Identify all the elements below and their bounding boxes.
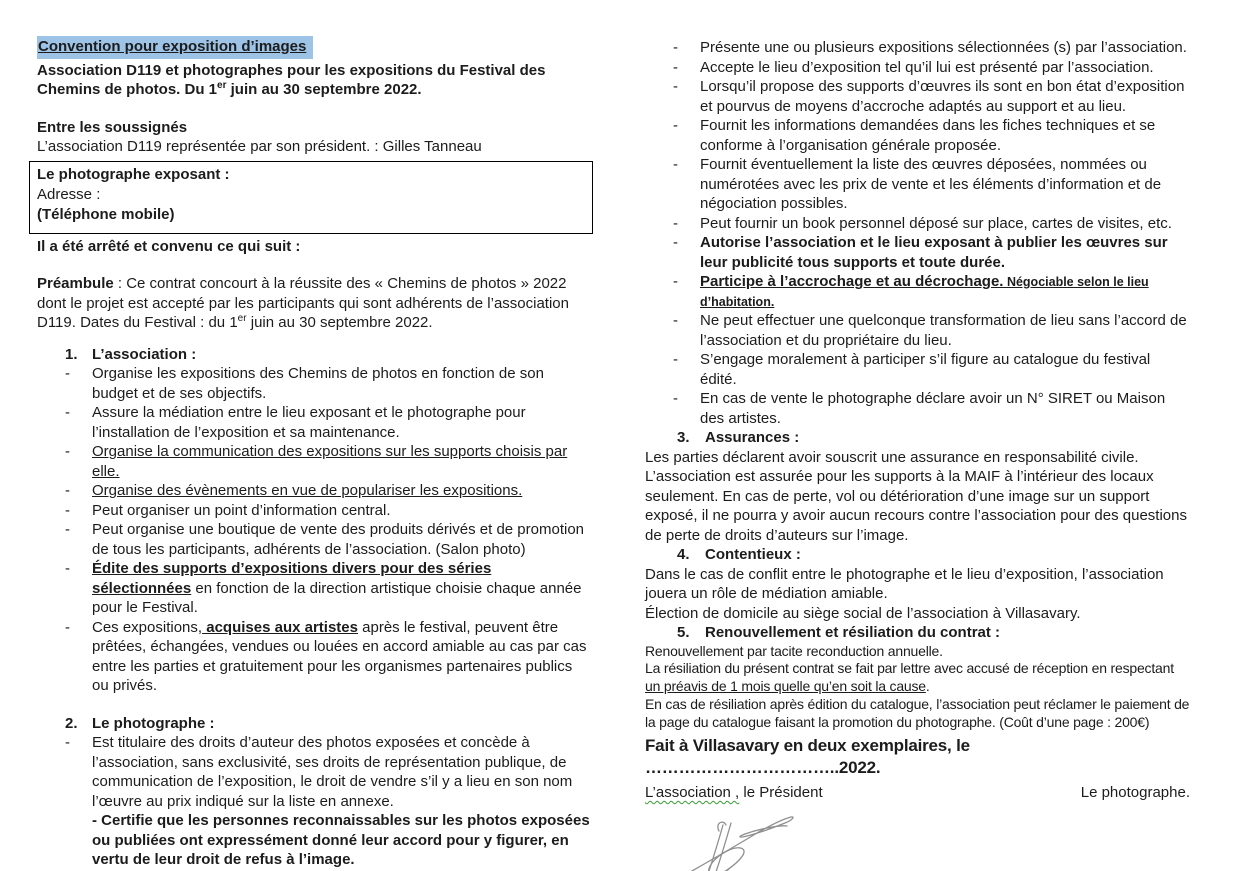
list-item [645,214,1190,234]
plain-text: après le festival, peuvent être prêtées, échangées, vendues ou louées en accord amiable au cas par cas entre les parties et gratuitement pour les organismes partenaires publics ou privés. [92,618,587,695]
photographer-items-continued [645,38,1190,428]
list-item [37,520,593,559]
certifie-bold-text: - Certifie que les personnes reconnaissables sur les photos exposées ou publiées ont expressément donné leur accord pour y figurer, en vertu de leur droit de refus à l’image. [92,812,590,869]
section-5-renouvellement [645,623,1190,732]
bullet-dash: - [65,618,70,636]
arrete-line: Il a été arrêté et convenu ce qui suit : [37,237,301,255]
subtitle-text-end: juin au 30 septembre 2022. [226,81,422,98]
bullet-dash: - [673,351,678,368]
bullet-dash: - [673,156,678,173]
plain-text: La résiliation du présent contrat se fait par lettre avec accusé de réception en respectant [645,660,1174,677]
bullet-dash: - [65,404,70,422]
section-1-association [37,345,593,696]
bullet-dash: - [673,390,678,407]
list-item [645,58,1190,78]
document-subtitle [37,61,593,100]
list-item [645,272,1190,311]
list-item [645,311,1190,350]
list-item-text: Ne peut effectuer une quelconque transformation de lieu sans l’accord de l’association et du propriétaire du lieu. [700,312,1187,349]
list-item [37,618,593,696]
emphasized-text: Participe à l’accrochage et au décrochage. [700,273,1004,290]
preambule-label: Préambule [37,275,114,293]
bullet-dash: - [673,312,678,329]
section-number: 3. [677,429,690,446]
photographer-box-exposant: Le photographe exposant : [37,165,230,183]
bullet-dash: - [673,117,678,134]
list-item [645,389,1190,428]
list-item [645,233,1190,272]
plain-text: . [925,678,930,695]
list-item-text: Peut organiser un point d’information central. [92,501,391,519]
list-item [37,481,593,501]
paragraph: Renouvellement par tacite reconduction annuelle. [645,642,943,659]
bullet-dash: - [673,78,678,95]
list-item [645,116,1190,155]
plain-text: Ces expositions, [92,618,203,636]
paragraph: L’association est assurée pour les supports à la MAIF à l’intérieur des locaux seulement. En cas de perte, vol ou détérioration d’une image sur un support exposé, il ne pourra y avoir aucun recours contre l’association pour des questions de perte de droits d’auteurs sur l’image. [645,468,1187,544]
list-item-text: Peut fournir un book personnel déposé sur place, cartes de visites, etc. [700,214,1172,232]
bullet-dash: - [65,734,70,752]
left-column [37,36,593,870]
fait-line: Fait à Villasavary en deux exemplaires, le ……………………………..2022. [645,736,970,778]
section-4-contentieux [645,545,1190,623]
section-title: Contentieux : [705,546,801,563]
section-3-heading [645,428,1190,448]
list-item-text: Fournit les informations demandées dans les fiches techniques et se conforme à l’organisation générale proposée. [700,117,1156,154]
list-item-text: En cas de vente le photographe déclare avoir un N° SIRET ou Maison des artistes. [700,390,1166,427]
section-title: L’association : [92,345,197,363]
note-text: Négociable selon le lieu d’habitation. [700,275,1149,309]
signature-left-label [645,783,823,803]
bullet-dash: - [673,58,678,76]
bullet-dash: - [65,365,70,383]
list-item [37,733,593,870]
paragraph: Les parties déclarent avoir souscrit une assurance en responsabilité civile. [645,448,1139,466]
list-item [37,501,593,521]
bullet-dash: - [673,214,678,232]
bullet-dash: - [65,501,70,519]
bullet-dash: - [65,521,70,539]
paragraph [645,660,1190,696]
document-title: Convention pour exposition d’images [37,36,313,59]
section-2-photographe [37,714,593,870]
photographer-box-telephone: (Téléphone mobile) [37,205,175,223]
paragraph: En cas de résiliation après édition du catalogue, l’association peut réclamer le paiement de la page du catalogue faisant la promotion du photographe. (Coût d’une page : 200€) [645,696,1190,731]
section-4-heading [645,545,1190,565]
emphasized-text: acquises aux artistes [202,618,358,636]
section-2-heading [37,714,593,734]
list-item-text [700,272,1190,311]
section-number: 1. [65,345,78,363]
paragraph: Élection de domicile au siège social de l’association à Villasavary. [645,604,1081,622]
bullet-dash: - [673,234,678,251]
association-spellcheck-text: L’association , [645,784,740,802]
section-title: Renouvellement et résiliation du contrat : [705,624,1001,641]
president-signature-scribble [679,809,799,871]
signature-right-label: Le photographe. [1080,784,1190,802]
title-row [37,36,593,59]
preambule-sep: : [113,275,127,293]
preambule-body: Ce contrat concourt à la réussite des « Chemins de photos » 2022 dont le projet est accepté par les participants qui sont adhérents de l’association D119. Dates du Festival : du 1 [37,275,569,332]
list-item-text: Accepte le lieu d’exposition tel qu’il lui est présenté par l’association. [700,58,1154,76]
subtitle-superscript: er [217,80,227,91]
preambule-paragraph [37,274,593,333]
list-item-text [92,618,593,696]
list-item-text [92,733,593,870]
paragraph: Dans le cas de conflit entre le photographe et le lieu d’exposition, l’association jouera un rôle de médiation amiable. [645,565,1164,602]
list-item-text: Organise la communication des expositions sur les supports choisis par elle. [92,443,568,480]
plain-text: Est titulaire des droits d’auteur des photos exposées et concède à l’association, sans exclusivité, ses droits de représentation publique, de communication de l’exposition, le droit de vendre s’il y a lieu en son nom l’œuvre au prix indiqué sur la liste en annexe. [92,734,573,810]
photographer-box-adresse: Adresse : [37,185,101,203]
entre-heading: Entre les soussignés [37,118,188,136]
list-item [645,155,1190,214]
list-item-text: Lorsqu’il propose des supports d’œuvres ils sont en bon état d’exposition et pourvus de moyens d’accroche adaptés au support et au lieu. [700,78,1185,115]
list-item-text: Fournit éventuellement la liste des œuvres déposées, nommées ou numérotées avec les prix de vente et les éléments d’information et de négociation possibles. [700,156,1162,212]
underlined-text: un préavis de 1 mois quelle qu’en soit la cause [645,678,926,695]
list-item-text: Organise des évènements en vue de populariser les expositions. [92,482,523,500]
list-item [37,559,593,618]
preambule-body-end: juin au 30 septembre 2022. [246,314,433,332]
list-item-text: Peut organise une boutique de vente des produits dérivés et de promotion de tous les participants, adhérents de l’association. (Salon photo) [92,521,584,558]
list-item [645,38,1190,58]
list-item-text: Autorise l’association et le lieu exposant à publier les œuvres sur leur publicité tous supports et toute durée. [700,234,1168,271]
subtitle-text: Association D119 et photographes pour les expositions du Festival des Chemins de photos. Du 1 [37,61,546,98]
bullet-dash: - [65,443,70,461]
bullet-dash: - [673,39,678,56]
emphasized-text: Édite des supports d’expositions divers pour des séries sélectionnées [92,560,492,597]
list-item-text [92,559,593,618]
association-line: L’association D119 représentée par son président. : Gilles Tanneau [37,138,482,155]
section-title: Assurances : [705,429,800,446]
photographer-box [29,161,593,234]
list-item [645,77,1190,116]
list-item [37,364,593,403]
section-number: 2. [65,714,78,732]
list-item-text: Organise les expositions des Chemins de photos en fonction de son budget et de ses objectifs. [92,365,544,402]
plain-text: en fonction de la direction artistique choisie chaque année pour le Festival. [92,579,582,617]
signature-row [645,783,1190,803]
list-item-text: S’engage moralement à participer s’il figure au catalogue du festival édité. [700,351,1151,388]
list-item-text: Assure la médiation entre le lieu exposant et le photographe pour l’installation de l’exposition et sa maintenance. [92,404,526,441]
section-title: Le photographe : [92,714,215,732]
section-3-assurances [645,428,1190,545]
section-1-heading [37,345,593,365]
bullet-dash: - [673,273,678,290]
section-number: 5. [677,624,690,641]
section-number: 4. [677,546,690,563]
list-item-text: Présente une ou plusieurs expositions sélectionnées (s) par l’association. [700,39,1187,56]
bullet-dash: - [65,560,70,578]
right-column [645,38,1190,871]
president-text: le Président [739,784,823,802]
list-item [37,442,593,481]
list-item [645,350,1190,389]
bullet-dash: - [65,482,70,500]
section-5-heading [645,623,1190,643]
list-item [37,403,593,442]
preambule-superscript: er [237,313,247,325]
